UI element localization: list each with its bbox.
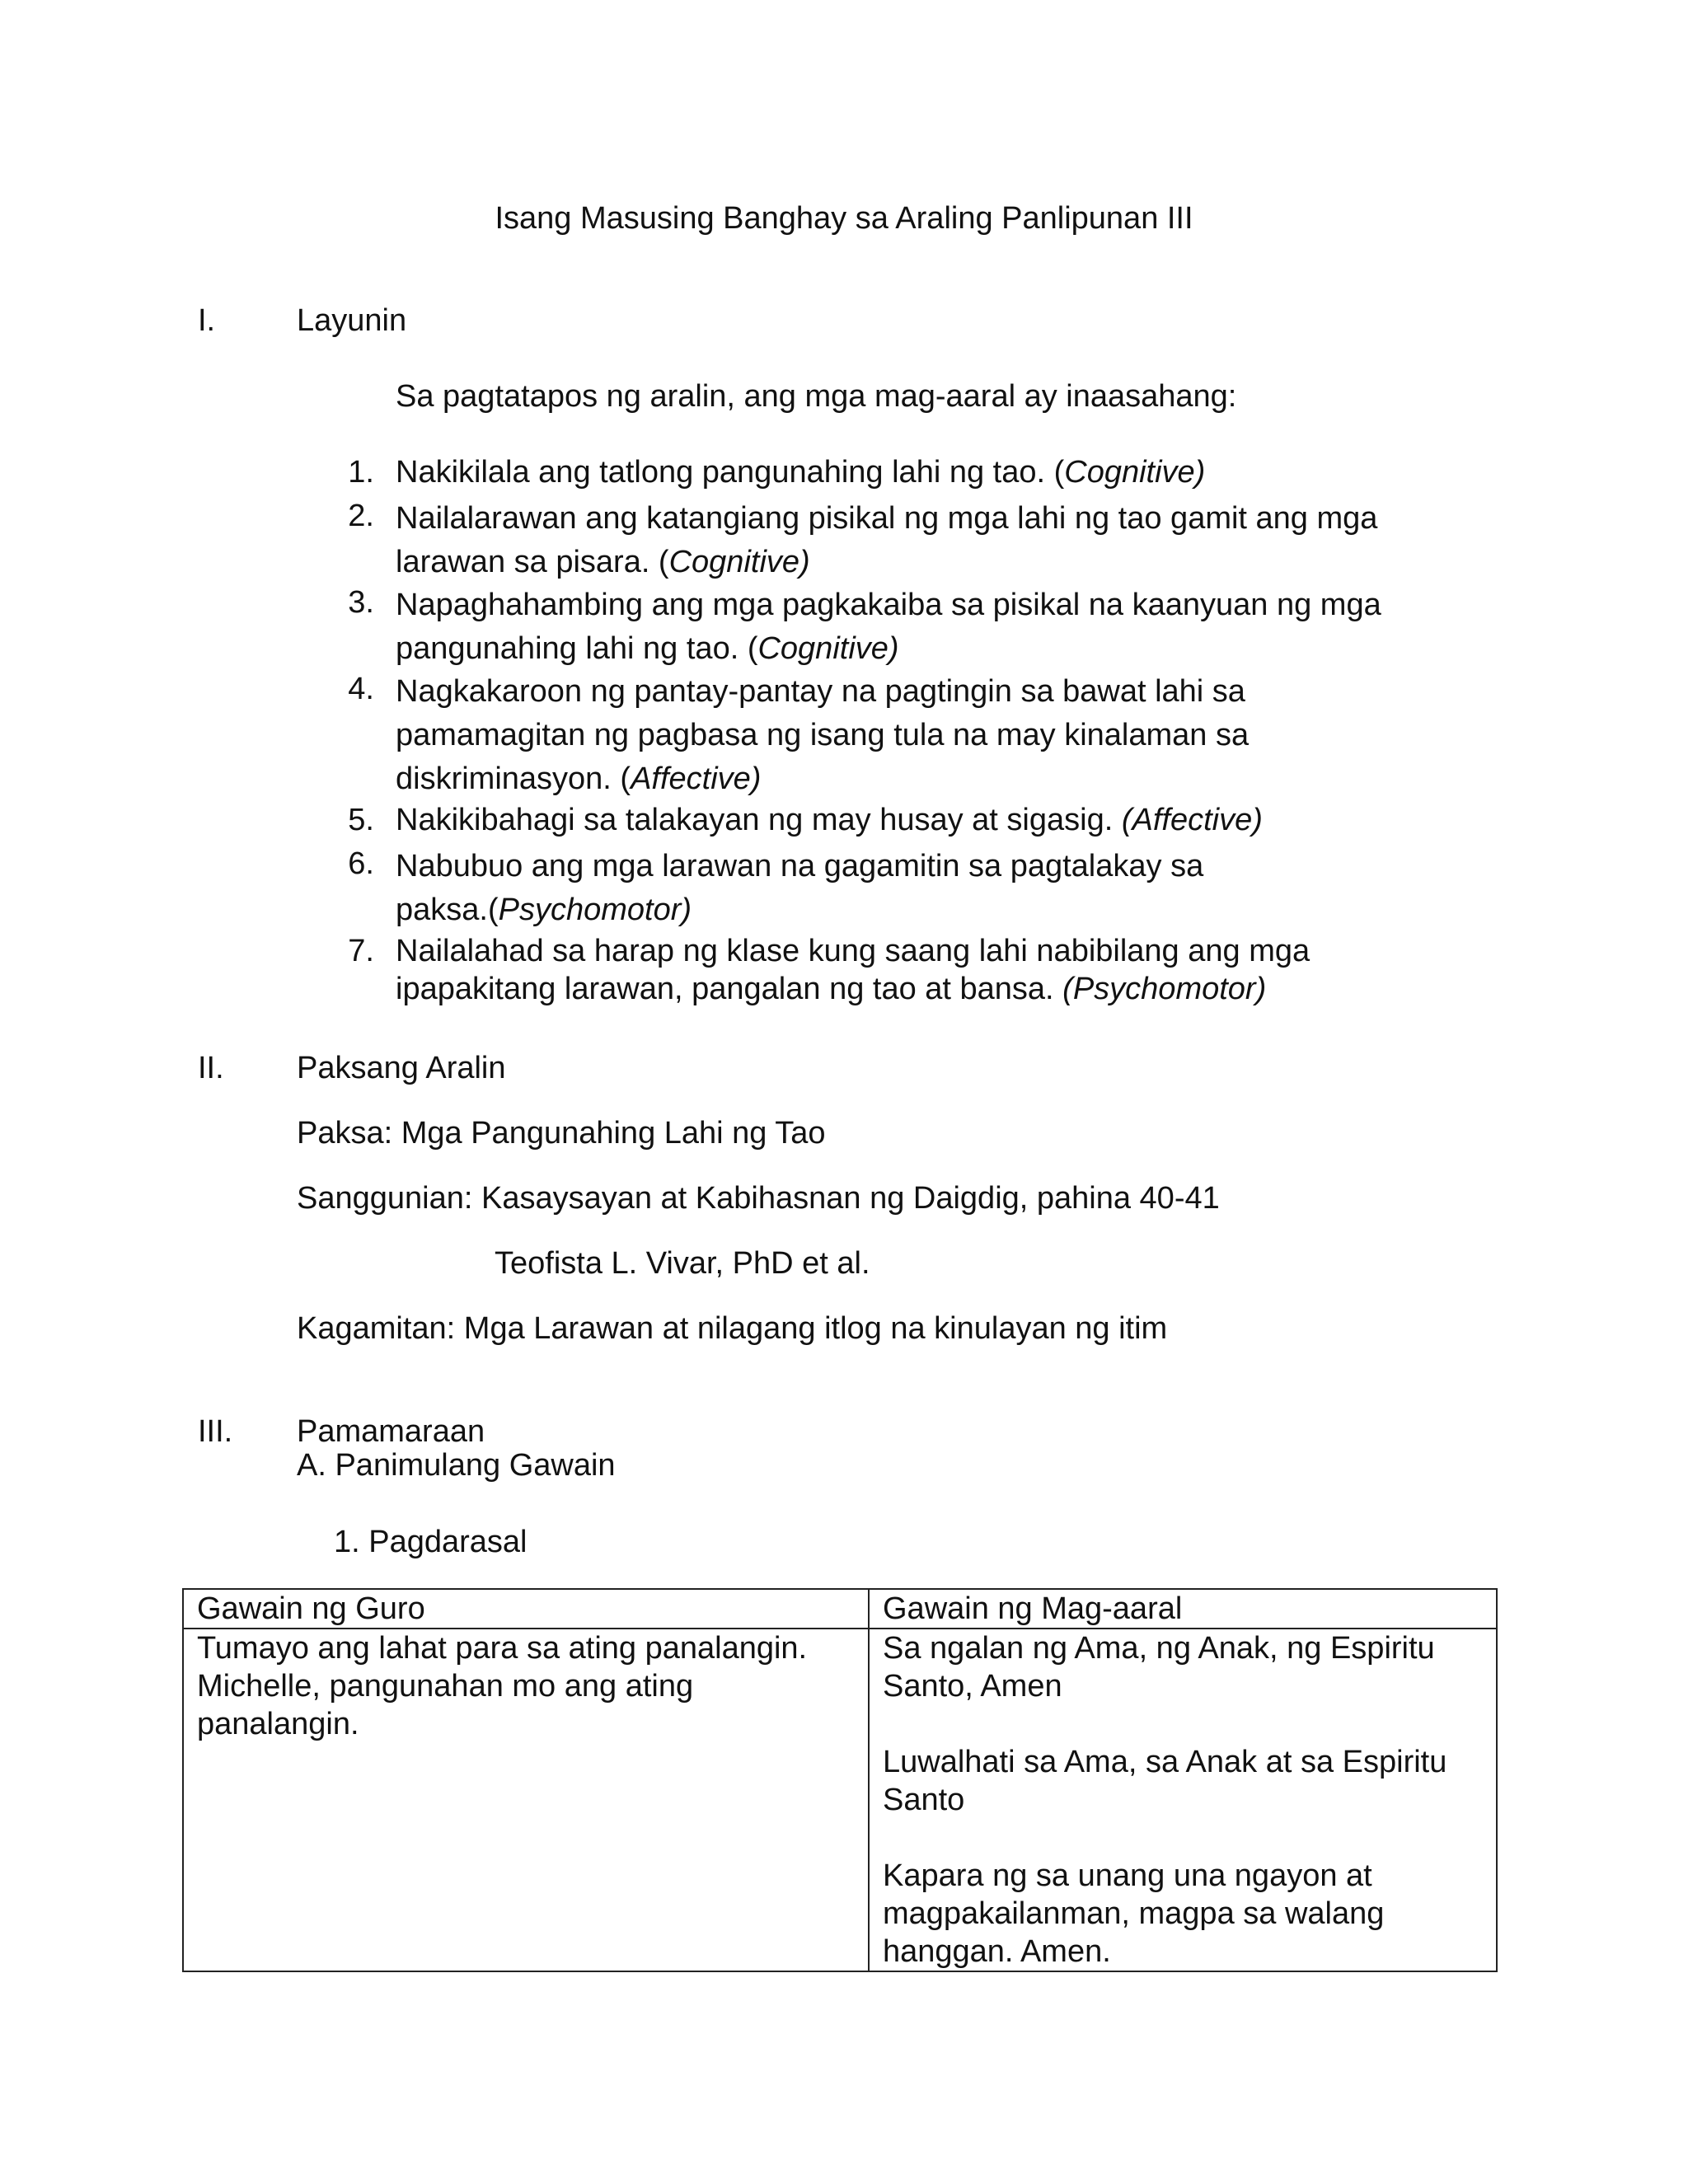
objective-domain-tag: Affective) [631,762,762,796]
objective-number: 5. [348,803,374,837]
section-3-heading: Pamamaraan [297,1414,485,1449]
objective-number: 2. [348,499,374,533]
objective-item [396,497,1377,584]
objective-text: Nailalahad sa harap ng klase kung saang lahi nabibilang ang mga [396,934,1311,968]
objective-number: 6. [348,846,374,881]
objective-text: Nagkakaroon ng pantay-pantay na pagtingin sa bawat lahi sa [396,674,1245,709]
paksa-line: Paksa: Mga Pangunahing Lahi ng Tao [297,1116,826,1151]
student-activity-cell [869,1629,1497,1971]
document-title: Isang Masusing Banghay sa Araling Panlipunan III [495,201,1193,236]
student-column-header: Gawain ng Mag-aaral [869,1589,1497,1629]
step-1-label: 1. Pagdarasal [334,1525,528,1559]
objective-item [396,453,1205,493]
objective-item [396,583,1381,671]
kagamitan-line: Kagamitan: Mga Larawan at nilagang itlog na kinulayan ng itim [297,1311,1168,1346]
section-1-heading: Layunin [297,303,407,338]
sanggunian-line: Sanggunian: Kasaysayan at Kabihasnan ng Daigdig, pahina 40-41 [297,1181,1220,1216]
student-response-text: Luwalhati sa Ama, sa Anak at sa Espiritu Santo [883,1745,1447,1817]
objective-text: Nakikibahagi sa talakayan ng may husay at sigasig. [396,803,1122,837]
section-2-heading: Paksang Aralin [297,1051,506,1085]
objective-number: 3. [348,585,374,620]
teacher-activity-text: Tumayo ang lahat para sa ating panalangin. Michelle, pangunahan mo ang ating panalangin. [197,1631,808,1741]
objective-text: paksa.( [396,893,499,927]
teacher-column-header: Gawain ng Guro [183,1589,869,1629]
objectives-intro: Sa pagtatapos ng aralin, ang mga mag-aaral ay inaasahang: [396,379,1237,414]
objective-domain-tag: Psychomotor) [498,893,692,927]
section-1-numeral: I. [198,303,216,338]
objective-number: 7. [348,934,374,968]
teacher-activity-cell [183,1629,869,1971]
objective-text: Nakikilala ang tatlong pangunahing lahi ng tao. ( [396,455,1065,490]
section-2-numeral: II. [198,1051,224,1085]
objective-text: Napaghahambing ang mga pagkakaiba sa pisikal na kaanyuan ng mga [396,588,1381,622]
activity-table [182,1588,1498,1972]
objective-domain-tag: (Psychomotor) [1062,972,1267,1006]
objective-domain-tag: Cognitive) [1064,455,1206,490]
objective-text: larawan sa pisara. ( [396,545,669,579]
student-response-text: Sa ngalan ng Ama, ng Anak, ng Espiritu Santo, Amen [883,1631,1435,1704]
objective-domain-tag: Cognitive) [668,545,810,579]
objective-item [396,670,1249,801]
objective-text: Nailalarawan ang katangiang pisikal ng mga lahi ng tao gamit ang mga [396,501,1378,536]
student-response-text: Kapara ng sa unang una ngayon at magpakailanman, magpa sa walang hanggan. Amen. [883,1858,1385,1969]
objective-item [396,845,1203,932]
objective-item [396,932,1310,1008]
objective-domain-tag: Cognitive) [757,631,899,666]
objective-text: ipapakitang larawan, pangalan ng tao at bansa. [396,972,1063,1006]
objective-text: Nabubuo ang mga larawan na gagamitin sa pagtalakay sa [396,849,1204,883]
table-header-row [183,1589,1497,1629]
objective-text: diskriminasyon. ( [396,762,631,796]
objective-number: 1. [348,455,374,490]
objective-text: pamamagitan ng pagbasa ng isang tula na may kinalaman sa [396,718,1250,752]
table-row [183,1629,1497,1971]
objective-domain-tag: (Affective) [1121,803,1263,837]
objective-number: 4. [348,672,374,706]
subsection-a-heading: A. Panimulang Gawain [297,1448,616,1483]
section-3-numeral: III. [198,1414,233,1449]
objective-item [396,801,1263,841]
reference-author: Teofista L. Vivar, PhD et al. [495,1246,870,1281]
objective-text: pangunahing lahi ng tao. ( [396,631,758,666]
